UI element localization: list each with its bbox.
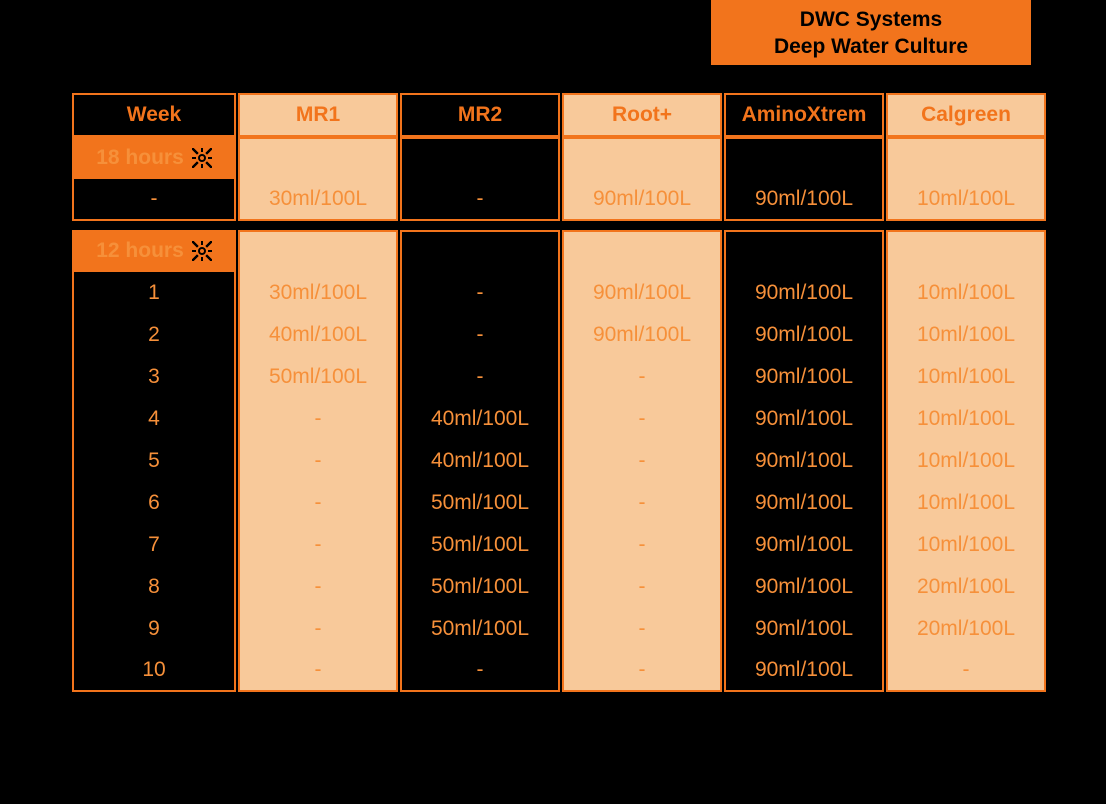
sun-icon [192,148,212,168]
dose-cell: 90ml/100L [562,272,722,314]
dose-cell: - [562,440,722,482]
dose-cell: 90ml/100L [562,314,722,356]
week-cell: - [72,179,236,221]
table-row [72,272,1046,314]
dose-cell: 30ml/100L [238,179,398,221]
dose-cell: - [400,179,560,221]
week-cell: 9 [72,608,236,650]
dose-cell: - [400,314,560,356]
dose-cell: 90ml/100L [724,314,884,356]
dose-cell: - [238,608,398,650]
phase-row [72,230,1046,272]
dose-cell: 10ml/100L [886,524,1046,566]
table-row [72,650,1046,692]
phase-filler-cell [238,137,398,179]
dose-cell: - [562,482,722,524]
phase-filler-cell [400,230,560,272]
week-cell: 6 [72,482,236,524]
dose-cell: 50ml/100L [400,482,560,524]
dose-cell: 90ml/100L [724,524,884,566]
week-cell: 3 [72,356,236,398]
dose-cell: - [238,440,398,482]
dose-cell: 50ml/100L [400,566,560,608]
dose-cell: 90ml/100L [724,608,884,650]
dose-cell: 90ml/100L [724,566,884,608]
table-row [72,608,1046,650]
phase-filler-cell [886,230,1046,272]
dose-cell: 90ml/100L [724,650,884,692]
phase-filler-cell [238,230,398,272]
phase-filler-cell [562,230,722,272]
dose-cell: 10ml/100L [886,314,1046,356]
week-cell: 8 [72,566,236,608]
week-cell: 5 [72,440,236,482]
table-row [72,356,1046,398]
phase-filler-cell [562,137,722,179]
sun-icon [192,241,212,261]
dose-cell: 50ml/100L [238,356,398,398]
table-row [72,524,1046,566]
spacer-cell [72,221,1046,230]
dose-cell: 50ml/100L [400,524,560,566]
dose-cell: 20ml/100L [886,566,1046,608]
dose-cell: 40ml/100L [238,314,398,356]
dose-cell: - [238,398,398,440]
title-line-1: DWC Systems [799,7,943,31]
dose-cell: 90ml/100L [724,179,884,221]
dose-cell: - [562,356,722,398]
week-cell: 7 [72,524,236,566]
phase-filler-cell [724,230,884,272]
dose-cell: - [562,524,722,566]
column-header-mr2: MR2 [400,93,560,137]
dose-cell: 90ml/100L [724,440,884,482]
table-header [72,93,1046,137]
title-banner [711,0,1031,65]
row-spacer [72,221,1046,230]
table-row [72,566,1046,608]
dose-cell: - [238,482,398,524]
phase-label-text: 18 hours [96,146,184,169]
week-cell: 10 [72,650,236,692]
dose-cell: 50ml/100L [400,608,560,650]
phase-label [72,137,236,179]
header-row [72,93,1046,137]
column-header-aminoxtrem: AminoXtrem [724,93,884,137]
dose-cell: - [562,650,722,692]
table-row [72,314,1046,356]
schedule-table [70,93,1048,692]
week-cell: 1 [72,272,236,314]
dose-cell: - [238,524,398,566]
dose-cell: 90ml/100L [724,398,884,440]
phase-filler-cell [724,137,884,179]
dose-cell: - [562,566,722,608]
week-cell: 4 [72,398,236,440]
title-line-2: Deep Water Culture [773,34,969,58]
dose-cell: 10ml/100L [886,179,1046,221]
week-cell: 2 [72,314,236,356]
table-row [72,440,1046,482]
dose-cell: 90ml/100L [724,356,884,398]
dose-cell: - [238,566,398,608]
dose-cell: - [562,398,722,440]
table-body [72,137,1046,692]
table-row [72,482,1046,524]
dose-cell: 20ml/100L [886,608,1046,650]
column-header-mr1: MR1 [238,93,398,137]
feeding-schedule-table [70,93,1034,680]
dose-cell: - [886,650,1046,692]
column-header-week: Week [72,93,236,137]
dose-cell: - [400,272,560,314]
dose-cell: - [562,608,722,650]
dose-cell: 10ml/100L [886,482,1046,524]
dose-cell: 90ml/100L [562,179,722,221]
dose-cell: 90ml/100L [724,482,884,524]
dose-cell: 40ml/100L [400,440,560,482]
dose-cell: - [400,650,560,692]
dose-cell: 10ml/100L [886,398,1046,440]
column-header-root-: Root+ [562,93,722,137]
table-row [72,398,1046,440]
phase-label [72,230,236,272]
dose-cell: 30ml/100L [238,272,398,314]
table-row [72,179,1046,221]
dose-cell: 10ml/100L [886,356,1046,398]
phase-filler-cell [886,137,1046,179]
phase-row [72,137,1046,179]
dose-cell: 90ml/100L [724,272,884,314]
phase-label-text: 12 hours [96,239,184,262]
dose-cell: 10ml/100L [886,272,1046,314]
dose-cell: 40ml/100L [400,398,560,440]
phase-filler-cell [400,137,560,179]
dose-cell: - [400,356,560,398]
column-header-calgreen: Calgreen [886,93,1046,137]
dose-cell: - [238,650,398,692]
dose-cell: 10ml/100L [886,440,1046,482]
